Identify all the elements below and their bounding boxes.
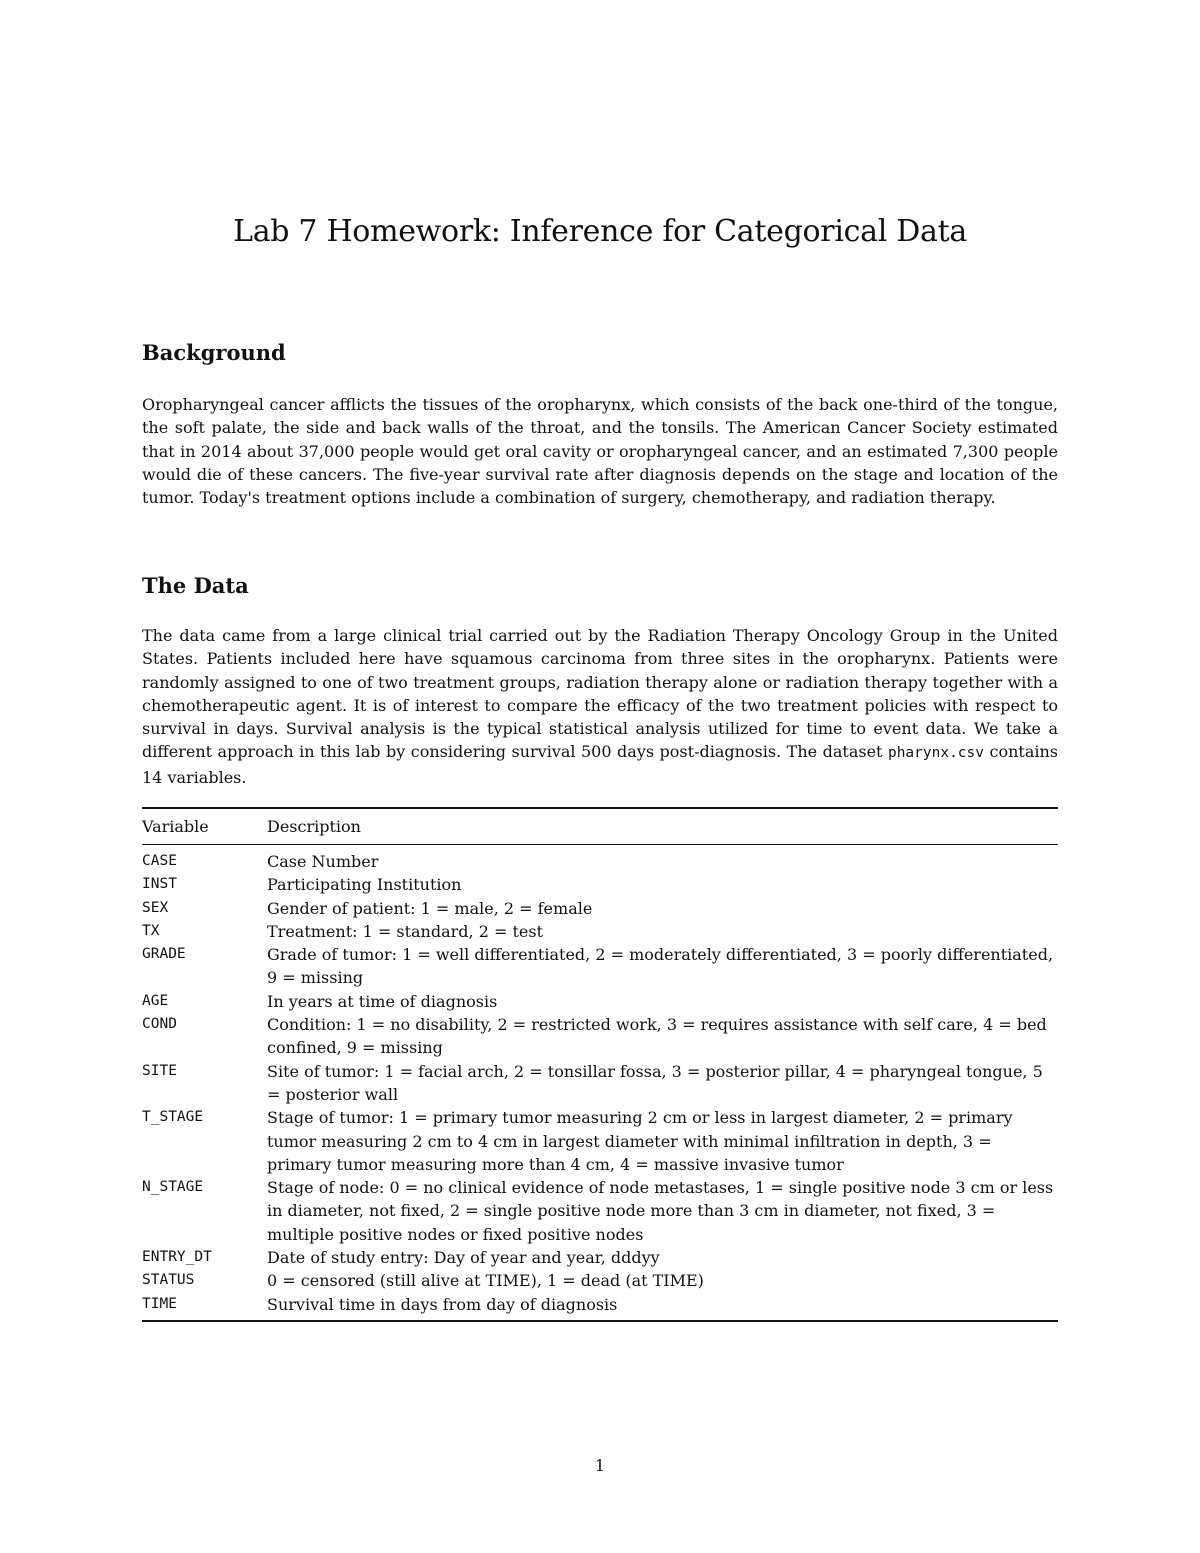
variable-description: Participating Institution bbox=[267, 875, 462, 895]
variable-name: SITE bbox=[142, 1062, 177, 1079]
variable-name: SEX bbox=[142, 899, 169, 916]
variables-table bbox=[142, 807, 1058, 1322]
variable-name: COND bbox=[142, 1016, 177, 1033]
table-row bbox=[142, 1176, 1058, 1246]
dataset-filename: pharynx.csv bbox=[887, 745, 984, 762]
table-row bbox=[142, 1060, 1058, 1107]
background-heading: Background bbox=[142, 340, 286, 365]
table-row bbox=[142, 897, 1058, 920]
variable-name: T_STAGE bbox=[142, 1109, 204, 1126]
variable-name: TIME bbox=[142, 1295, 177, 1312]
variable-description: Case Number bbox=[267, 852, 379, 871]
table-row bbox=[142, 1246, 1058, 1269]
variable-name: TX bbox=[142, 922, 160, 939]
table-row bbox=[142, 1293, 1058, 1321]
variable-description: Grade of tumor: 1 = well differentiated, 2 = moderately differentiated, 3 = poorly differentiated, 9 = missing bbox=[267, 945, 1054, 988]
variable-description: Stage of node: 0 = no clinical evidence of node metastases, 1 = single positive node 3 cm or less in diameter, not fixed, 2 = single positive node more than 3 cm in diameter, not fixed, 3 = multiple positive nodes or fixed positive nodes bbox=[267, 1178, 1054, 1244]
header-variable: Variable bbox=[142, 817, 209, 836]
variable-description: Gender of patient: 1 = male, 2 = female bbox=[267, 898, 593, 918]
data-paragraph-tail: contains 14 variables. bbox=[142, 742, 1058, 787]
table-row bbox=[142, 920, 1058, 943]
variable-name: CASE bbox=[142, 853, 177, 869]
variable-description: Survival time in days from day of diagnosis bbox=[267, 1294, 618, 1314]
page-title: Lab 7 Homework: Inference for Categorical Data bbox=[233, 214, 967, 249]
table-row bbox=[142, 845, 1058, 874]
variable-name: AGE bbox=[142, 992, 169, 1009]
variable-name: GRADE bbox=[142, 946, 186, 963]
variable-description: Condition: 1 = no disability, 2 = restricted work, 3 = requires assistance with self care, 4 = bed confined, 9 = missing bbox=[267, 1015, 1047, 1058]
variable-description: Site of tumor: 1 = facial arch, 2 = tonsillar fossa, 3 = posterior pillar, 4 = pharyngeal tongue, 5 = posterior wall bbox=[267, 1061, 1043, 1104]
variable-description: Treatment: 1 = standard, 2 = test bbox=[267, 921, 543, 941]
variable-name: STATUS bbox=[142, 1272, 195, 1289]
background-paragraph: Oropharyngeal cancer afflicts the tissues of the oropharynx, which consists of the back one-third of the tongue, the soft palate, the side and back walls of the throat, and the tonsils. The American Cancer Society estimated that in 2014 about 37,000 people would get oral cavity or oropharyngeal cancer, and an estimated 7,300 people would die of these cancers. The five-year survival rate after diagnosis depends on the stage and location of the tumor. Today's treatment options include a combination of surgery, chemotherapy, and radiation therapy. bbox=[142, 395, 1058, 508]
variable-name: INST bbox=[142, 876, 177, 893]
variable-name: N_STAGE bbox=[142, 1179, 204, 1196]
page-number: 1 bbox=[594, 1456, 606, 1475]
data-heading: The Data bbox=[142, 573, 249, 598]
header-description: Description bbox=[267, 817, 361, 836]
table-row bbox=[142, 873, 1058, 896]
table-row bbox=[142, 990, 1058, 1013]
variable-description: 0 = censored (still alive at TIME), 1 = dead (at TIME) bbox=[267, 1271, 704, 1291]
variable-description: In years at time of diagnosis bbox=[267, 991, 498, 1011]
data-paragraph-text: The data came from a large clinical trial carried out by the Radiation Therapy Oncology Group in the United States. Patients included here have squamous carcinoma from three sites in the oropharynx. Patients were randomly assigned to one of two treatment groups, radiation therapy alone or radiation therapy together with a chemotherapeutic agent. It is of interest to compare the efficacy of the two treatment policies with respect to survival in days. Survival analysis is the typical statistical analysis utilized for time to event data. We take a different approach in this lab by considering survival 500 days post-diagnosis. The dataset bbox=[142, 626, 1058, 762]
table-row bbox=[142, 1106, 1058, 1176]
table-row bbox=[142, 1013, 1058, 1060]
variable-description: Stage of tumor: 1 = primary tumor measuring 2 cm or less in largest diameter, 2 = primary tumor measuring 2 cm to 4 cm in largest diameter with minimal infiltration in depth, 3 = primary tumor measuring more than 4 cm, 4 = massive invasive tumor bbox=[267, 1108, 1013, 1174]
variable-name: ENTRY_DT bbox=[142, 1249, 212, 1266]
table-row bbox=[142, 943, 1058, 990]
variable-description: Date of study entry: Day of year and year, dddyy bbox=[267, 1248, 660, 1268]
table-header-row bbox=[142, 808, 1058, 845]
table-row bbox=[142, 1269, 1058, 1292]
data-paragraph bbox=[142, 624, 1058, 789]
